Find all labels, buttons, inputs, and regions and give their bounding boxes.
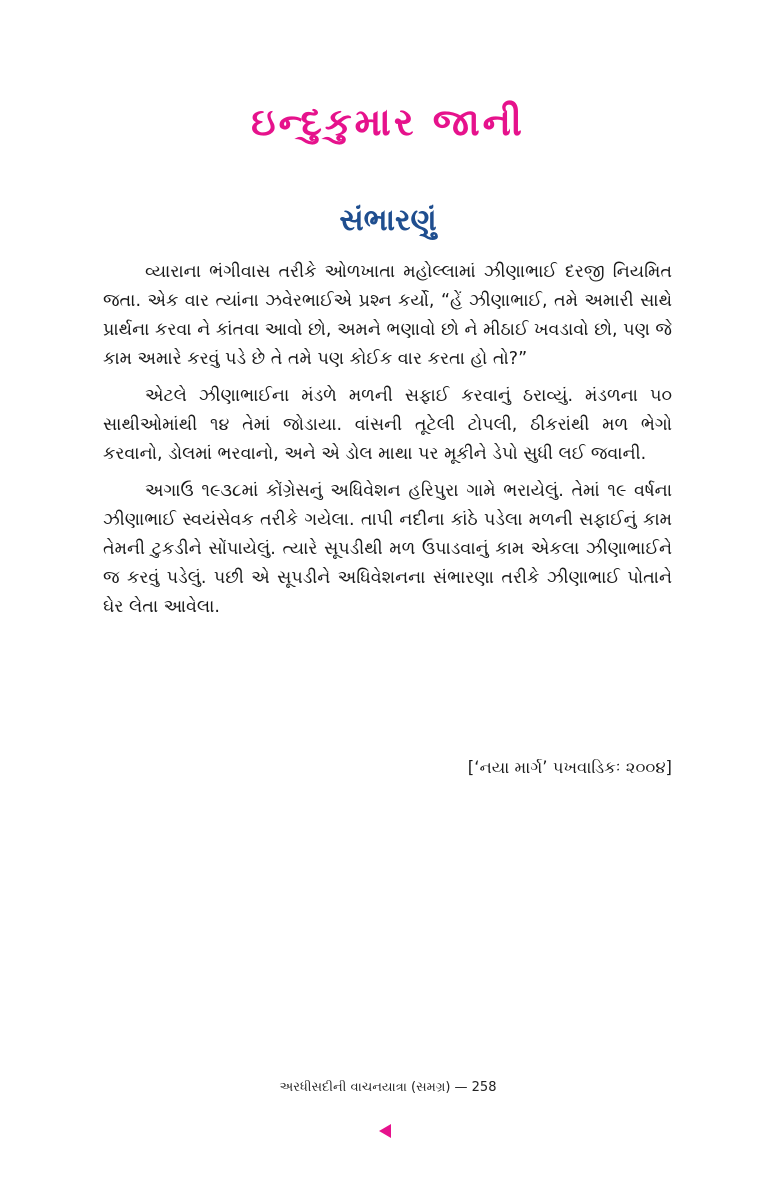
paragraph-2: એટલે ઝીણાભાઈના મંડળે મળની સફાઈ કરવાનું ઠરાવ્યું. મંડળના ૫૦ સાથીઓમાંથી ૧૪ તેમાં જોડાયા. વાંસની તૂટેલી ટોપલી, ઠીકરાંથી મળ ભેગો કરવાનો, ડોલમાં ભરવાનો, અને એ ડોલ માથા પર મૂકીને ડેપો સુધી લઈ જવાની. <box>103 386 672 464</box>
page-footer: અરધીસદીની વાચનયાત્રા (સમગ્ર) — 258 <box>279 1080 497 1095</box>
paragraph-1: વ્યારાના ભંગીવાસ તરીકે ઓળખાતા મહોલ્લામાં ઝીણાભાઈ દરજી નિયમિત જતા. એક વાર ત્યાંના ઝવેરભાઈએ પ્રશ્ન કર્યો, “હેં ઝીણાભાઈ, તમે અમારી સાથે પ્રાર્થના કરવા ને કાંતવા આવો છો, અમને ભણાવો છો ને મીઠાઈ ખવડાવો છો, પણ જે કામ અમારે કરવું પડે છે તે તમે પણ કોઈક વાર કરતા હો તો?” <box>103 262 672 369</box>
paragraph-3: અગાઉ ૧૯૩૮માં કોંગ્રેસનું અધિવેશન હરિપુરા ગામે ભરાયેલું. તેમાં ૧૯ વર્ષના ઝીણાભાઈ સ્વયંસેવક તરીકે ગયેલા. તાપી નદીના કાંઠે પડેલા મળની સફાઈનું કામ તેમની ટુકડીને સોંપાયેલું. ત્યારે સૂપડીથી મળ ઉપાડવાનું કામ એકલા ઝીણાભાઈને જ કરવું પડેલું. પછી એ સૂપડીને અધિવેશનના સંભારણા તરીકે ઝીણાભાઈ પોતાને ઘેર લેતા આવેલા. <box>103 481 672 617</box>
piece-title: સંભારણું <box>339 203 437 238</box>
body-text <box>103 258 672 630</box>
previous-page-arrow-icon[interactable] <box>379 1124 391 1138</box>
author-name: ઇન્દુકુમાર જાની <box>251 100 525 144</box>
source-citation: [‘નયા માર્ગ’ પખવાડિકઃ ૨૦૦૪] <box>467 758 672 777</box>
